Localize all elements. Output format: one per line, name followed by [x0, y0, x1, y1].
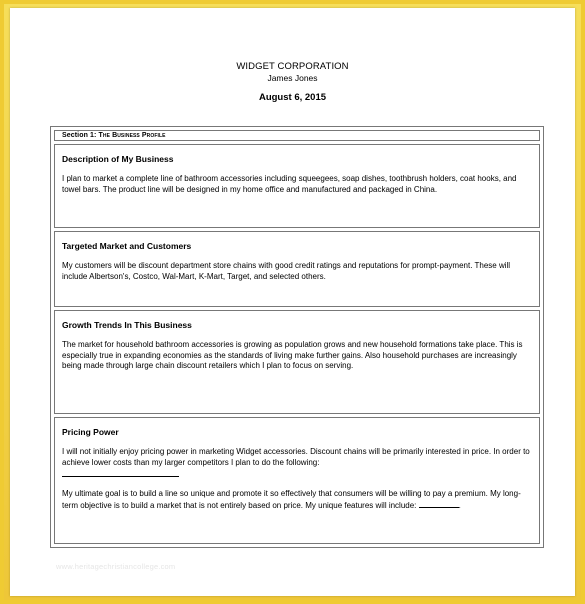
description-block: [54, 144, 540, 228]
section-header: [54, 130, 540, 141]
watermark: www.heritagechristiancollege.com: [56, 562, 176, 571]
person-name: James Jones: [267, 73, 318, 83]
target-market-heading: Targeted Market and Customers: [62, 241, 192, 251]
growth-trends-block: [54, 310, 540, 414]
target-market-block: [54, 231, 540, 307]
document-header: [10, 61, 575, 104]
section-title: The Business Profile: [98, 132, 166, 139]
section-number: Section 1:: [62, 132, 97, 139]
target-market-text: My customers will be discount department store chains with good credit ratings and reputations for prompt-payment. These will include Albertson's, Costco, Wal-Mart, K-Mart, Target, and selected others.: [62, 261, 511, 281]
growth-trends-heading: Growth Trends In This Business: [62, 320, 192, 330]
unique-features-line[interactable]: [419, 499, 459, 508]
growth-trends-text: The market for household bathroom accessories is growing as population grows and new household formations take place. This is especially true in expanding economies as the standards of living make further gains. Also household purchases are increasingly being made through large chain discount retailers which I plan to focus on serving.: [62, 340, 523, 371]
pricing-power-text-1: I will not initially enjoy pricing power in marketing Widget accessories. Discount chains will be primarily interested in price. In order to achieve lower costs than my larger competitors I plan to do the following:: [62, 447, 530, 467]
description-heading: Description of My Business: [62, 154, 174, 164]
pricing-power-text-2: My ultimate goal is to build a line so unique and promote it so effectively that consumers will be willing to pay a premium. My long-term objective is to build a market that is not entirely based on price. My unique features will include:: [62, 488, 521, 511]
document-page: [10, 8, 575, 596]
fill-in-line[interactable]: [62, 468, 179, 477]
pricing-power-block: Pricing Power I will not initially enjoy pricing power in marketing Widget accessories. Discount chains will be primarily interested in price. In order to achieve lower costs than my larger competitors I plan to do the following: My ultimate goal is to build a line so unique and promote it so effectively that consumers will be willing to pay a premium. My long-term objective is to build a market that is not entirely based on price. My unique features will include: .: [54, 417, 540, 544]
description-text: I plan to market a complete line of bathroom accessories including squeegees, soap dishes, toothbrush holders, coat hooks, and towel bars. The product line will be designed in my home office and manufactured and packaged in China.: [62, 174, 517, 194]
document-date: August 6, 2015: [258, 92, 327, 103]
business-profile-table: [50, 126, 544, 548]
pricing-power-heading: Pricing Power: [62, 427, 119, 437]
company-name: WIDGET CORPORATION: [236, 61, 349, 72]
